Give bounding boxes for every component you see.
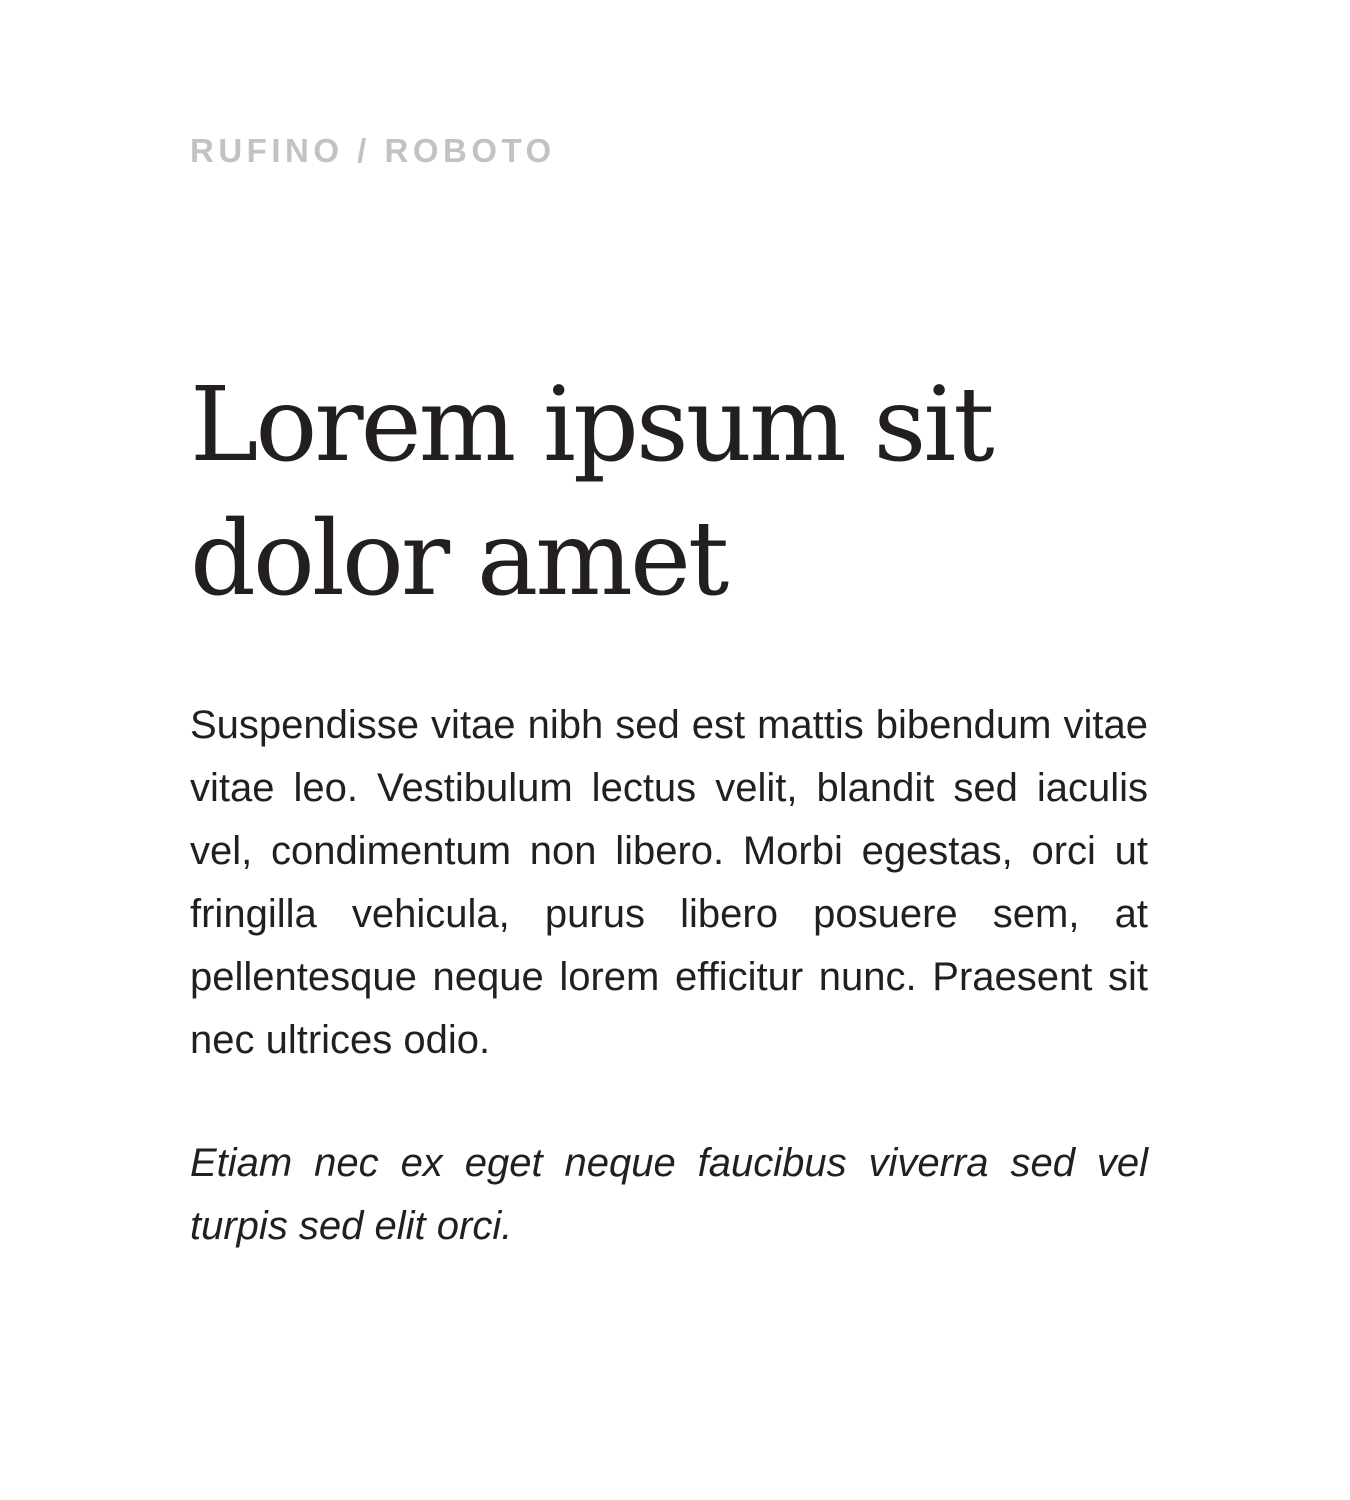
font-pair-label: RUFINO / ROBOTO <box>190 132 556 169</box>
headline-line-1: Lorem ipsum sit <box>190 365 992 485</box>
headline <box>190 358 1148 626</box>
italic-paragraph: Etiam nec ex eget neque faucibus viverra sed vel turpis sed elit orci. <box>190 1141 1148 1248</box>
headline-line-2: dolor amet <box>190 499 727 619</box>
body-paragraph: Suspendisse vitae nibh sed est mattis bibendum vitae vitae leo. Vestibulum lectus velit, blandit sed iaculis vel, condimentum non libero. Morbi egestas, orci ut fringilla vehicula, purus libero posuere sem, at pellentesque neque lorem efficitur nunc. Praesent sit nec ultrices odio. <box>190 703 1148 1062</box>
